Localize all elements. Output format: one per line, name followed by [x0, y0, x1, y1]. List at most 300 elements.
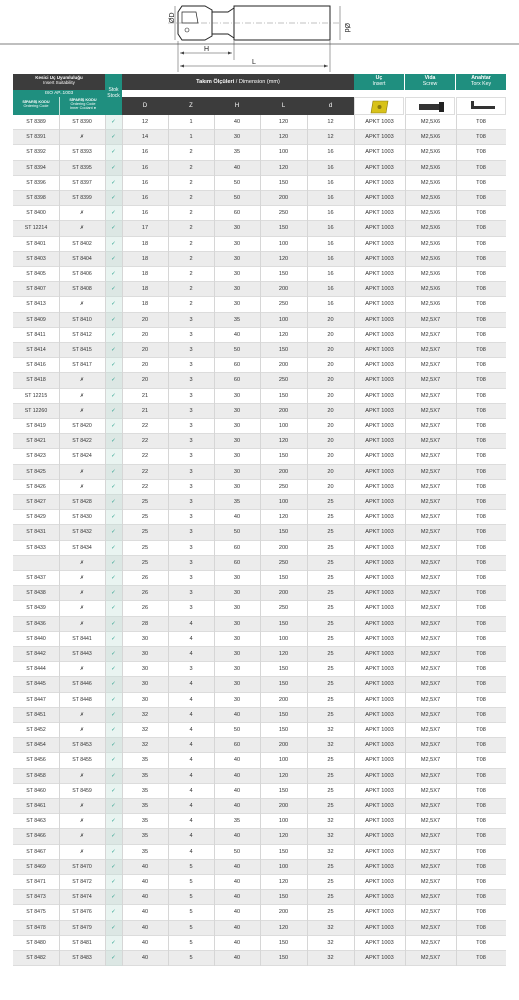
cell-insert: APKT 1003 [365, 651, 394, 657]
cell-insert: APKT 1003 [365, 848, 394, 855]
cell-d: 25 [327, 575, 334, 581]
cell-Z: 4 [189, 651, 193, 657]
cell-L: 100 [278, 635, 289, 642]
cell-L: 100 [278, 863, 289, 870]
cell-ordering-code-coolant: ST 8415 [72, 347, 92, 353]
cell-ordering-code-coolant: ST 8412 [72, 331, 92, 338]
cell-L: 150 [278, 681, 289, 688]
cell-d: 20 [327, 392, 334, 399]
cell-L: 150 [278, 271, 289, 277]
cell-Z: 4 [189, 848, 193, 855]
cell-H: 30 [233, 651, 241, 657]
cell-ordering-code-coolant: ✗ [79, 483, 85, 490]
cell-Z: 4 [189, 787, 193, 794]
cell-d: 25 [327, 651, 334, 657]
cell-stock: ✓ [105, 267, 122, 282]
cell-Z: 2 [189, 225, 193, 232]
cell-ordering-code-coolant: ✗ [79, 301, 85, 308]
cell-torx-key: T08 [476, 651, 486, 657]
cell-torx-key: T08 [476, 286, 486, 293]
cell-stock: ✓ [105, 860, 122, 875]
cell-D: 35 [141, 803, 149, 809]
cell-ordering-code: ST 8433 [26, 544, 46, 551]
cell-Z: 2 [189, 195, 193, 201]
cell-D: 20 [141, 331, 149, 338]
cell-stock: ✓ [105, 328, 122, 343]
cell-torx-key: T08 [476, 772, 486, 779]
insert-en: Insert [372, 80, 386, 87]
cell-d: 16 [327, 195, 334, 201]
cell-d: 12 [327, 119, 334, 125]
cell-ordering-code-coolant: ST 8446 [72, 681, 92, 688]
ordering-code-header [13, 97, 59, 115]
cell-H: 40 [233, 879, 241, 885]
cell-ordering-code-coolant: ST 8453 [72, 742, 92, 749]
cell-screw: M2,5X6 [420, 286, 441, 293]
cell-Z: 3 [189, 575, 193, 581]
cell-D: 30 [141, 635, 149, 642]
cell-ordering-code-coolant: ST 8424 [72, 453, 92, 460]
cell-stock: ✓ [105, 221, 122, 236]
cell-ordering-code: ST 8423 [26, 453, 46, 460]
cell-torx-key: T08 [476, 453, 486, 460]
cell-d: 25 [327, 544, 334, 551]
cell-d: 32 [327, 818, 334, 825]
cell-torx-key: T08 [476, 362, 486, 369]
cell-D: 28 [141, 620, 149, 627]
cell-Z: 3 [189, 514, 193, 521]
screw-image [405, 97, 455, 115]
cell-torx-key: T08 [476, 483, 486, 490]
cell-ordering-code-coolant: ✗ [79, 407, 85, 414]
cell-d: 25 [327, 620, 334, 627]
cell-ordering-code-coolant: ST 8474 [72, 894, 92, 901]
cell-d: 16 [327, 179, 334, 186]
cell-H: 30 [233, 681, 241, 688]
cell-D: 25 [141, 514, 149, 521]
cell-stock: ✓ [105, 677, 122, 692]
cell-H: 40 [233, 863, 241, 870]
cell-insert: APKT 1003 [365, 499, 394, 505]
cell-d: 25 [327, 590, 334, 597]
cell-D: 25 [141, 529, 149, 536]
cell-Z: 2 [189, 301, 193, 308]
cell-insert: APKT 1003 [365, 894, 394, 901]
label-H: H [204, 46, 210, 53]
cell-stock: ✓ [105, 525, 122, 540]
cell-ordering-code: ST 8454 [26, 742, 46, 749]
cell-D: 22 [141, 483, 149, 490]
cell-d: 32 [327, 939, 334, 946]
key-image [456, 97, 506, 115]
cell-ordering-code-coolant: ST 8430 [72, 514, 92, 521]
column-divider [59, 115, 60, 966]
cell-Z: 3 [189, 392, 193, 399]
cell-D: 35 [141, 818, 149, 825]
cell-L: 150 [278, 620, 289, 627]
cell-torx-key: T08 [476, 575, 486, 581]
cell-D: 26 [141, 575, 149, 581]
cell-d: 25 [327, 559, 334, 566]
cell-insert: APKT 1003 [365, 164, 394, 171]
cell-insert: APKT 1003 [365, 879, 394, 885]
cell-L: 120 [278, 119, 289, 125]
cell-ordering-code-coolant: ✗ [79, 666, 85, 673]
cell-H: 30 [233, 255, 241, 262]
cell-ordering-code-coolant: ST 8476 [72, 909, 92, 916]
cell-d: 20 [327, 423, 334, 429]
cell-insert: APKT 1003 [365, 134, 394, 141]
cell-ordering-code: ST 8467 [26, 848, 46, 855]
cell-d: 25 [327, 666, 334, 673]
cell-ordering-code: ST 8396 [26, 179, 46, 186]
cell-ordering-code-coolant: ST 8443 [72, 651, 92, 657]
cell-stock: ✓ [105, 373, 122, 388]
cell-Z: 3 [189, 666, 193, 673]
cell-ordering-code-coolant: ST 8397 [72, 179, 92, 186]
cell-H: 30 [233, 453, 241, 460]
cell-torx-key: T08 [476, 392, 486, 399]
cell-D: 32 [141, 711, 149, 718]
dimensions-en: Dimension (mm) [238, 79, 280, 85]
cell-D: 17 [141, 225, 149, 232]
cell-d: 20 [327, 316, 334, 323]
cell-ordering-code: ST 8421 [26, 438, 46, 445]
cell-torx-key: T08 [476, 195, 486, 201]
stock-header [105, 74, 122, 115]
cell-H: 30 [233, 225, 241, 232]
cell-screw: M2,5X7 [420, 590, 441, 597]
cell-L: 120 [278, 331, 289, 338]
cell-L: 150 [278, 575, 289, 581]
cell-stock: ✓ [105, 632, 122, 647]
cell-D: 20 [141, 362, 149, 369]
cell-stock: ✓ [105, 465, 122, 480]
cell-L: 150 [278, 787, 289, 794]
cell-ordering-code-coolant: ✗ [79, 575, 85, 581]
column-divider [168, 115, 169, 966]
column-divider [122, 115, 123, 966]
cell-H: 30 [233, 483, 241, 490]
cell-d: 32 [327, 727, 334, 733]
cell-insert: APKT 1003 [365, 119, 394, 125]
cell-insert: APKT 1003 [365, 529, 394, 536]
cell-ordering-code-coolant: ST 8390 [72, 119, 92, 125]
cell-torx-key: T08 [476, 544, 486, 551]
dimensions-tr: Takım Ölçüleri [196, 79, 235, 85]
cell-H: 40 [233, 787, 241, 794]
cell-L: 150 [278, 894, 289, 901]
cell-L: 150 [278, 711, 289, 718]
cell-ordering-code: ST 8400 [26, 210, 46, 217]
cell-D: 22 [141, 423, 149, 429]
cell-H: 30 [233, 301, 241, 308]
cell-screw: M2,5X7 [420, 605, 441, 612]
cell-insert: APKT 1003 [365, 605, 394, 612]
cell-screw: M2,5X7 [420, 423, 441, 429]
cell-ordering-code-coolant: ✗ [79, 711, 85, 718]
cell-stock: ✓ [105, 541, 122, 556]
cell-torx-key: T08 [476, 605, 486, 612]
cell-ordering-code-coolant: ✗ [79, 803, 85, 809]
cell-stock: ✓ [105, 252, 122, 267]
cell-ordering-code: ST 8437 [26, 575, 46, 581]
cell-insert: APKT 1003 [365, 179, 394, 186]
cell-stock: ✓ [105, 723, 122, 738]
cell-screw: M2,5X7 [420, 635, 441, 642]
cell-Z: 4 [189, 742, 193, 749]
cell-H: 60 [233, 377, 241, 384]
cell-d: 12 [327, 134, 334, 141]
cell-Z: 3 [189, 529, 193, 536]
cell-screw: M2,5X7 [420, 787, 441, 794]
cell-H: 30 [233, 407, 241, 414]
cell-torx-key: T08 [476, 559, 486, 566]
cell-ordering-code-coolant: ✗ [79, 848, 85, 855]
cell-torx-key: T08 [476, 620, 486, 627]
cell-stock: ✓ [105, 419, 122, 434]
cell-ordering-code-coolant: ST 8393 [72, 149, 92, 156]
cell-stock: ✓ [105, 358, 122, 373]
cell-ordering-code-coolant: ✗ [79, 590, 85, 597]
insert-image [354, 97, 404, 115]
cell-torx-key: T08 [476, 727, 486, 733]
cell-H: 50 [233, 347, 241, 353]
cell-Z: 2 [189, 255, 193, 262]
cell-screw: M2,5X7 [420, 499, 441, 505]
cell-Z: 5 [189, 939, 193, 946]
cell-D: 32 [141, 742, 149, 749]
cell-screw: M2,5X7 [420, 514, 441, 521]
cell-torx-key: T08 [476, 255, 486, 262]
cell-H: 35 [233, 149, 241, 156]
cell-ordering-code-coolant: ST 8406 [72, 271, 92, 277]
cell-H: 60 [233, 742, 241, 749]
cell-screw: M2,5X7 [420, 620, 441, 627]
key-en: Torx Key [470, 80, 492, 87]
cell-torx-key: T08 [476, 696, 486, 703]
cell-screw: M2,5X7 [420, 575, 441, 581]
cell-screw: M2,5X7 [420, 879, 441, 885]
cell-torx-key: T08 [476, 119, 486, 125]
cell-L: 120 [278, 255, 289, 262]
cell-d: 25 [327, 757, 334, 764]
cell-Z: 4 [189, 772, 193, 779]
cell-D: 25 [141, 544, 149, 551]
cell-stock: ✓ [105, 389, 122, 404]
cell-D: 22 [141, 468, 149, 475]
cell-screw: M2,5X6 [420, 119, 441, 125]
cell-ordering-code-coolant: ✗ [79, 605, 85, 612]
cell-stock: ✓ [105, 434, 122, 449]
label-d: Ød [343, 23, 350, 33]
cell-ordering-code: ST 8426 [26, 483, 46, 490]
cell-H: 60 [233, 544, 241, 551]
cell-insert: APKT 1003 [365, 696, 394, 703]
cell-ordering-code-coolant: ✗ [79, 559, 85, 566]
cell-ordering-code: ST 8429 [26, 514, 46, 521]
cell-D: 35 [141, 833, 149, 840]
cell-D: 16 [141, 149, 149, 156]
screw-en: Screw [422, 80, 438, 87]
cell-torx-key: T08 [476, 316, 486, 323]
cell-screw: M2,5X7 [420, 438, 441, 445]
cell-ordering-code-coolant: ✗ [79, 818, 85, 825]
cell-screw: M2,5X7 [420, 757, 441, 764]
cell-screw: M2,5X6 [420, 149, 441, 156]
cell-insert: APKT 1003 [365, 818, 394, 825]
cell-screw: M2,5X7 [420, 863, 441, 870]
cell-D: 35 [141, 757, 149, 764]
ordering-code-coolant-en: Ordering Code [70, 102, 96, 107]
cell-L: 250 [278, 210, 289, 217]
cell-L: 150 [278, 666, 289, 673]
cell-L: 250 [278, 559, 289, 566]
cell-Z: 3 [189, 377, 193, 384]
cell-torx-key: T08 [476, 833, 486, 840]
cell-stock: ✓ [105, 617, 122, 632]
col-H: H [234, 103, 240, 109]
cell-stock: ✓ [105, 708, 122, 723]
cell-L: 150 [278, 392, 289, 399]
cell-torx-key: T08 [476, 635, 486, 642]
cell-H: 30 [233, 438, 241, 445]
cell-D: 30 [141, 651, 149, 657]
cell-insert: APKT 1003 [365, 742, 394, 749]
cell-H: 60 [233, 559, 241, 566]
cell-stock: ✓ [105, 936, 122, 951]
cell-ordering-code-coolant: ST 8459 [72, 787, 92, 794]
cell-ordering-code-coolant: ST 8399 [72, 195, 92, 201]
cell-torx-key: T08 [476, 149, 486, 156]
cell-screw: M2,5X7 [420, 483, 441, 490]
cell-stock: ✓ [105, 753, 122, 768]
cell-torx-key: T08 [476, 210, 486, 217]
cell-screw: M2,5X7 [420, 681, 441, 688]
cell-L: 100 [278, 423, 289, 429]
cell-screw: M2,5X7 [420, 742, 441, 749]
cell-H: 40 [233, 939, 241, 946]
cell-screw: M2,5X7 [420, 331, 441, 338]
cell-d: 20 [327, 377, 334, 384]
cell-H: 30 [233, 696, 241, 703]
cell-ordering-code: ST 8413 [26, 301, 46, 308]
cell-Z: 3 [189, 605, 193, 612]
cell-stock: ✓ [105, 556, 122, 571]
cell-Z: 2 [189, 271, 193, 277]
cell-D: 16 [141, 164, 149, 171]
cell-ordering-code-coolant: ✗ [79, 833, 85, 840]
cell-torx-key: T08 [476, 757, 486, 764]
cell-L: 120 [278, 772, 289, 779]
cell-screw: M2,5X6 [420, 164, 441, 171]
cell-L: 250 [278, 605, 289, 612]
cell-Z: 4 [189, 635, 193, 642]
cell-ordering-code: ST 8460 [26, 787, 46, 794]
cell-torx-key: T08 [476, 879, 486, 885]
cell-d: 25 [327, 909, 334, 916]
cell-screw: M2,5X6 [420, 179, 441, 186]
cell-insert: APKT 1003 [365, 772, 394, 779]
key-tr: Anahtar [471, 75, 491, 81]
cell-screw: M2,5X7 [420, 696, 441, 703]
cell-insert: APKT 1003 [365, 377, 394, 384]
cell-screw: M2,5X6 [420, 301, 441, 308]
cell-insert: APKT 1003 [365, 681, 394, 688]
cell-torx-key: T08 [476, 590, 486, 597]
cell-L: 100 [278, 499, 289, 505]
cell-ordering-code: ST 8391 [26, 134, 46, 141]
cell-ordering-code: ST 8451 [26, 711, 46, 718]
cell-insert: APKT 1003 [365, 271, 394, 277]
cell-d: 25 [327, 681, 334, 688]
cell-Z: 3 [189, 423, 193, 429]
cell-H: 50 [233, 179, 241, 186]
cell-stock: ✓ [105, 586, 122, 601]
cell-insert: APKT 1003 [365, 863, 394, 870]
cell-D: 16 [141, 210, 149, 217]
cell-stock: ✓ [105, 647, 122, 662]
cell-D: 32 [141, 727, 149, 733]
cell-L: 200 [278, 362, 289, 369]
cell-D: 35 [141, 848, 149, 855]
cell-ordering-code-coolant: ✗ [79, 210, 85, 217]
cell-D: 40 [141, 894, 149, 901]
cell-ordering-code: ST 8458 [26, 772, 46, 779]
cell-D: 14 [141, 134, 149, 141]
cell-L: 250 [278, 483, 289, 490]
cell-H: 50 [233, 529, 241, 536]
cell-torx-key: T08 [476, 681, 486, 688]
cell-insert: APKT 1003 [365, 301, 394, 308]
cell-Z: 4 [189, 727, 193, 733]
cell-d: 25 [327, 605, 334, 612]
cell-Z: 4 [189, 696, 193, 703]
cell-stock: ✓ [105, 905, 122, 920]
cell-stock: ✓ [105, 571, 122, 586]
cell-d: 25 [327, 863, 334, 870]
cell-insert: APKT 1003 [365, 331, 394, 338]
cell-insert: APKT 1003 [365, 423, 394, 429]
cell-ordering-code: ST 8473 [26, 894, 46, 901]
tool-drawing [0, 0, 519, 72]
cell-insert: APKT 1003 [365, 483, 394, 490]
cell-ordering-code: ST 8439 [26, 605, 46, 612]
cell-d: 25 [327, 529, 334, 536]
cell-screw: M2,5X7 [420, 711, 441, 718]
cell-D: 30 [141, 681, 149, 688]
cell-L: 150 [278, 727, 289, 733]
torx-key-icon [457, 98, 507, 116]
cell-L: 120 [278, 438, 289, 445]
cell-Z: 1 [189, 134, 193, 141]
cell-ordering-code: ST 8394 [26, 164, 46, 171]
ordering-code-tr: SİPARİŞ KODU [22, 100, 50, 104]
cell-H: 40 [233, 909, 241, 916]
cell-d: 25 [327, 514, 334, 521]
cell-d: 20 [327, 407, 334, 414]
cell-insert: APKT 1003 [365, 362, 394, 369]
cell-ordering-code: ST 8414 [26, 347, 46, 353]
cell-Z: 4 [189, 818, 193, 825]
cell-screw: M2,5X7 [420, 833, 441, 840]
cell-screw: M2,5X6 [420, 210, 441, 217]
cell-D: 40 [141, 924, 149, 931]
cell-screw: M2,5X7 [420, 772, 441, 779]
cell-D: 18 [141, 240, 149, 247]
cell-ordering-code: ST 8478 [26, 924, 46, 931]
cell-insert: APKT 1003 [365, 286, 394, 293]
